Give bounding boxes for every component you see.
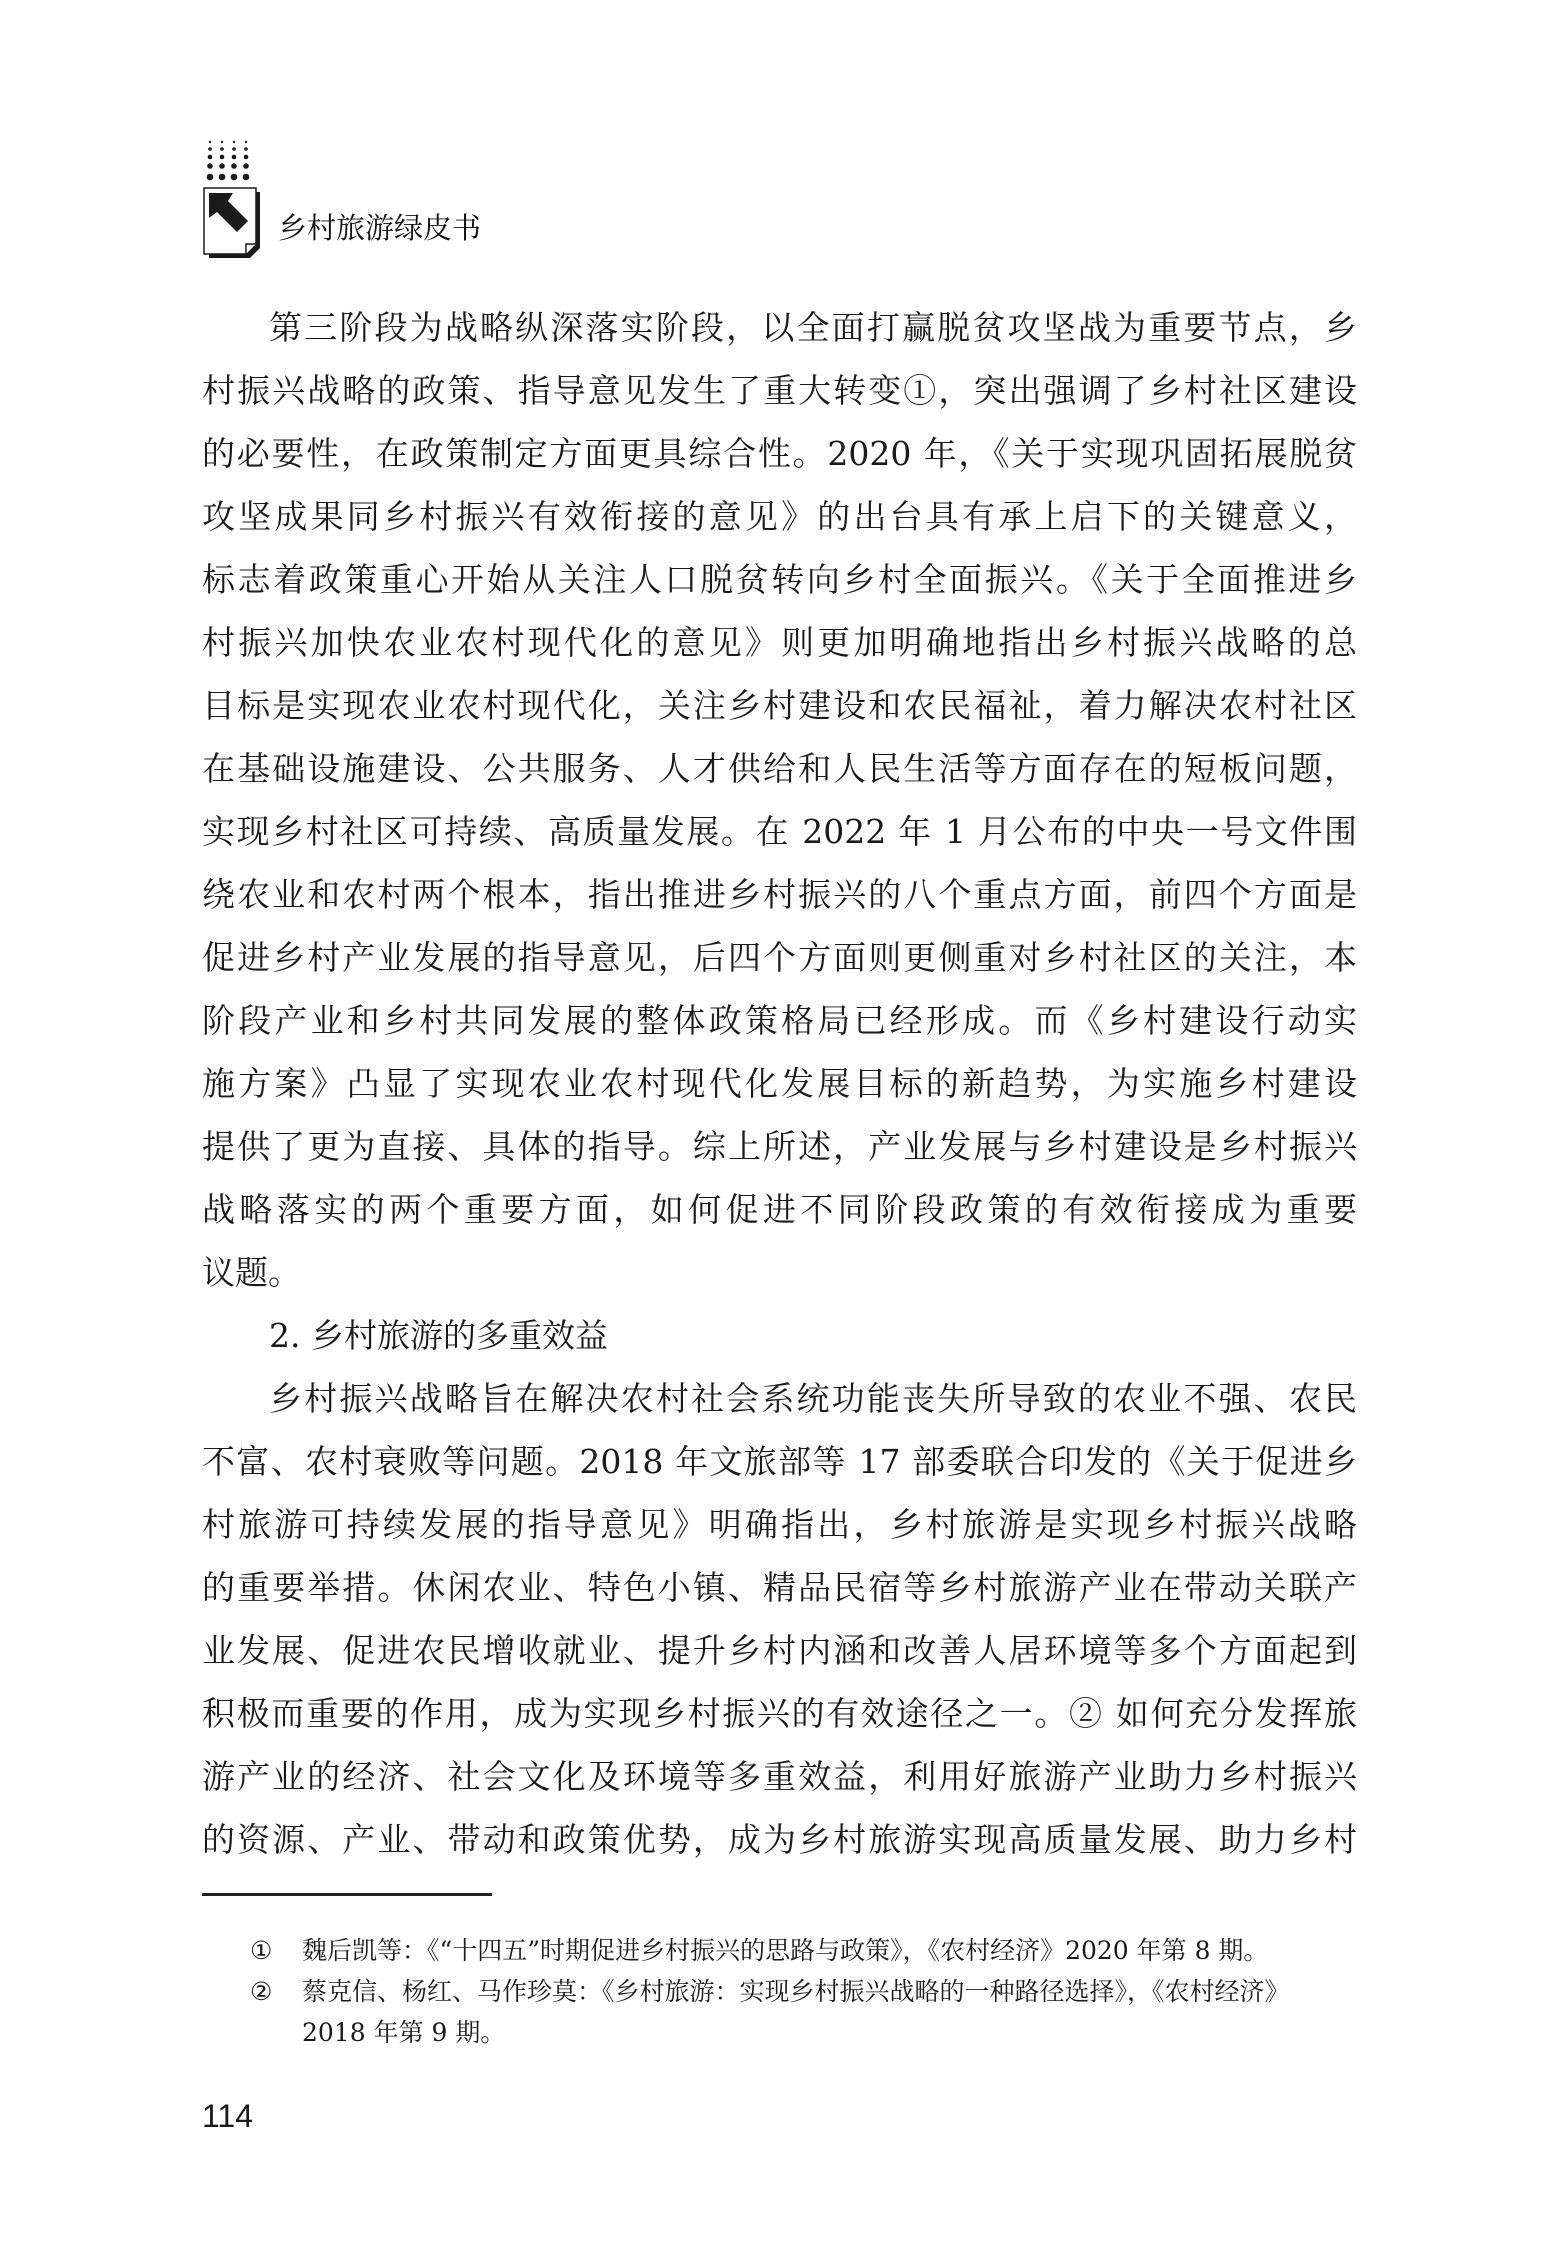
footnote-text: 魏后凯等：《“十四五”时期促进乡村振兴的思路与政策》，《农村经济》2020 年第 8 期。 (302, 1936, 1269, 1965)
footnote-2 (250, 1971, 1360, 2012)
paragraph-line: 促进乡村产业发展的指导意见，后四个方面则更侧重对乡村社区的关注，本 (202, 938, 1357, 977)
paragraph-line: 提供了更为直接、具体的指导。综上所述，产业发展与乡村建设是乡村振兴 (202, 1127, 1357, 1166)
footnote-mark: ② (250, 1977, 273, 2006)
paragraph-line: 业发展、促进农民增收就业、提升乡村内涵和改善人居环境等多个方面起到 (202, 1631, 1357, 1670)
footnote-divider (202, 1893, 492, 1896)
paragraph-line: 村振兴战略的政策、指导意见发生了重大转变①，突出强调了乡村社区建设 (202, 371, 1357, 410)
paragraph-line: 乡村振兴战略旨在解决农村社会系统功能丧失所导致的农业不强、农民 (269, 1379, 1357, 1418)
paragraph-line: 村旅游可持续发展的指导意见》明确指出，乡村旅游是实现乡村振兴战略 (202, 1505, 1357, 1544)
running-header-title: 乡村旅游绿皮书 (278, 211, 482, 245)
paragraph-line: 积极而重要的作用，成为实现乡村振兴的有效途径之一。② 如何充分发挥旅 (202, 1694, 1357, 1733)
paragraph-line: 施方案》凸显了实现农业农村现代化发展目标的新趋势，为实施乡村建设 (202, 1064, 1357, 1103)
paragraph-line: 阶段产业和乡村共同发展的整体政策格局已经形成。而《乡村建设行动实 (202, 1001, 1357, 1040)
footnote-text: 蔡克信、杨红、马作珍莫：《乡村旅游：实现乡村振兴战略的一种路径选择》，《农村经济》 (302, 1977, 1290, 2006)
paragraph-line: 游产业的经济、社会文化及环境等多重效益，利用好旅游产业助力乡村振兴 (202, 1757, 1357, 1796)
footnote-1 (250, 1930, 1360, 1971)
footnote-mark: ① (250, 1936, 273, 1965)
paragraph-line: 在基础设施建设、公共服务、人才供给和人民生活等方面存在的短板问题， (202, 749, 1357, 788)
paragraph-line: 的必要性，在政策制定方面更具综合性。2020 年，《关于实现巩固拓展脱贫 (202, 434, 1357, 473)
paragraph-line: 议题。 (202, 1253, 301, 1292)
paragraph-line: 不富、农村衰败等问题。2018 年文旅部等 17 部委联合印发的《关于促进乡 (202, 1442, 1357, 1481)
footnotes (250, 1930, 1360, 2053)
page-number: 114 (202, 2098, 254, 2134)
footnote-2-continued: 2018 年第 9 期。 (302, 2018, 506, 2047)
paragraph-line: 村振兴加快农业农村现代化的意见》则更加明确地指出乡村振兴战略的总 (202, 623, 1357, 662)
paragraph-line: 的资源、产业、带动和政策优势，成为乡村旅游实现高质量发展、助力乡村 (202, 1820, 1357, 1859)
paragraph-line: 绕农业和农村两个根本，指出推进乡村振兴的八个重点方面，前四个方面是 (202, 875, 1357, 914)
section-heading: 2. 乡村旅游的多重效益 (269, 1316, 608, 1355)
paragraph-line: 标志着政策重心开始从关注人口脱贫转向乡村全面振兴。《关于全面推进乡 (202, 560, 1357, 599)
book-series-logo-icon (202, 130, 262, 260)
paragraph-line: 攻坚成果同乡村振兴有效衔接的意见》的出台具有承上启下的关键意义， (202, 497, 1357, 536)
body-text (202, 296, 1357, 1871)
paragraph-line: 战略落实的两个重要方面，如何促进不同阶段政策的有效衔接成为重要 (202, 1190, 1357, 1229)
paragraph-line: 第三阶段为战略纵深落实阶段，以全面打赢脱贫攻坚战为重要节点，乡 (269, 308, 1357, 347)
paragraph-line: 目标是实现农业农村现代化，关注乡村建设和农民福祉，着力解决农村社区 (202, 686, 1357, 725)
paragraph-line: 实现乡村社区可持续、高质量发展。在 2022 年 1 月公布的中央一号文件围 (202, 812, 1357, 851)
paragraph-line: 的重要举措。休闲农业、特色小镇、精品民宿等乡村旅游产业在带动关联产 (202, 1568, 1357, 1607)
